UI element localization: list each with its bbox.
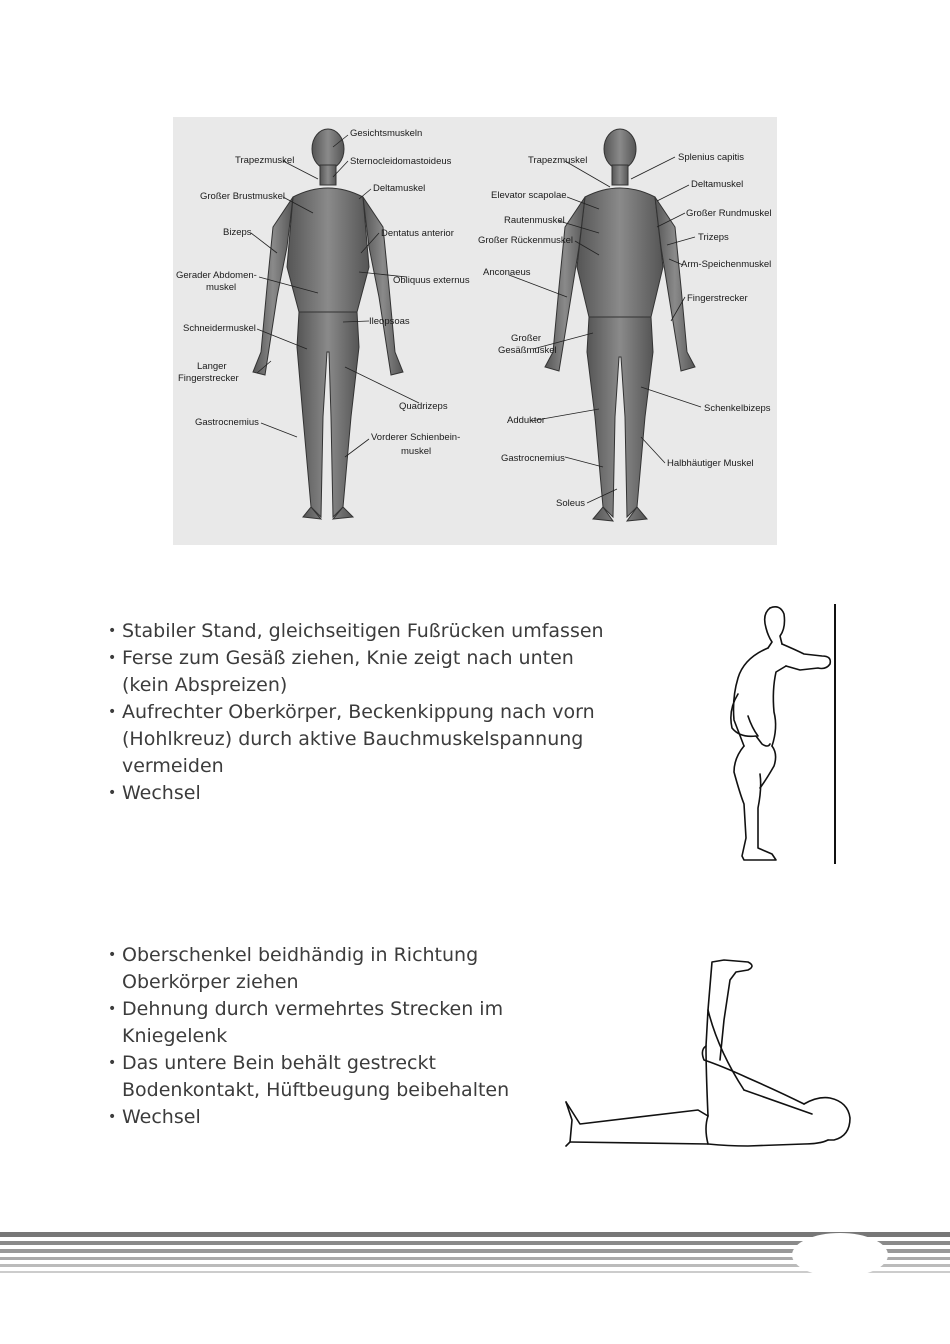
label-muskel-abdomen: muskel: [206, 282, 237, 293]
exercise2-bullet: • Oberschenkel beidhändig in Richtung Oberkörper ziehen: [108, 942, 528, 996]
label-deltamuskel-front: Deltamuskel: [373, 183, 426, 194]
exercise1-bullet: • Stabiler Stand, gleichseitigen Fußrücken umfassen: [108, 618, 608, 645]
label-rautenmuskel: Rautenmuskel: [504, 215, 565, 226]
label-trapezmuskel-front: Trapezmuskel: [235, 155, 295, 166]
label-grosser-rundmuskel: Großer Rundmuskel: [686, 208, 772, 219]
label-sternocleidomastoideus: Sternocleidomastoideus: [350, 156, 452, 167]
label-deltamuskel-back: Deltamuskel: [691, 179, 744, 190]
exercise1-bullet: • Ferse zum Gesäß ziehen, Knie zeigt nach unten (kein Abspreizen): [108, 645, 608, 699]
label-adduktor: Adduktor: [507, 415, 546, 426]
label-quadrizeps: Quadrizeps: [399, 401, 448, 412]
label-bizeps: Bizeps: [223, 227, 252, 238]
label-gerader-abdomen: Gerader Abdomen-: [176, 270, 257, 281]
standing-quad-stretch-illustration: [700, 598, 850, 868]
label-halbhaeutiger-muskel: Halbhäutiger Muskel: [667, 458, 754, 469]
label-trapezmuskel-back: Trapezmuskel: [528, 155, 588, 166]
label-elevator-scapolae: Elevator scapolae: [491, 190, 567, 201]
label-obliquus-externus: Obliquus externus: [393, 275, 470, 286]
label-gastrocnemius-front: Gastrocnemius: [195, 417, 259, 428]
label-trizeps: Trizeps: [698, 232, 729, 243]
label-gesichtsmuskeln: Gesichtsmuskeln: [350, 128, 423, 139]
label-arm-speichenmuskel: Arm-Speichenmuskel: [681, 259, 772, 270]
exercise1-bullet: • Aufrechter Oberkörper, Beckenkippung nach vorn (Hohlkreuz) durch aktive Bauchmuskelspannung vermeiden: [108, 699, 608, 780]
label-dentatus-anterior: Dentatus anterior: [381, 228, 454, 239]
exercise1-bullet: • Wechsel: [108, 780, 608, 807]
exercise2-bullet: • Das untere Bein behält gestreckt Bodenkontakt, Hüftbeugung beibehalten: [108, 1050, 528, 1104]
label-gesaessmuskel: Gesäßmuskel: [498, 345, 557, 356]
footer-stripes: [0, 1230, 950, 1280]
label-schenkelbizeps: Schenkelbizeps: [704, 403, 771, 414]
exercise2-bullet-list: [108, 942, 528, 1131]
label-ileopsoas: Ileopsoas: [369, 316, 410, 327]
label-grosser-rueckenmuskel: Großer Rückenmuskel: [478, 235, 574, 246]
exercise2-bullet: • Wechsel: [108, 1104, 528, 1131]
label-langer: Langer: [197, 361, 227, 372]
exercise2-bullet: • Dehnung durch vermehrtes Strecken im Kniegelenk: [108, 996, 528, 1050]
label-grosser-brustmuskel: Großer Brustmuskel: [200, 191, 285, 202]
label-grosser: Großer: [511, 333, 542, 344]
label-vorderer-schienbein: Vorderer Schienbein-: [371, 432, 461, 443]
label-anconaeus: Anconaeus: [483, 267, 531, 278]
label-gastrocnemius-back: Gastrocnemius: [501, 453, 565, 464]
label-fingerstrecker-front: Fingerstrecker: [178, 373, 239, 384]
label-fingerstrecker-back: Fingerstrecker: [687, 293, 748, 304]
exercise1-bullet-list: [108, 618, 608, 807]
page-number-badge: [792, 1233, 888, 1277]
label-splenius-capitis: Splenius capitis: [678, 152, 745, 163]
lying-hamstring-stretch-illustration: [558, 950, 863, 1150]
anatomy-illustration: [173, 117, 777, 545]
label-muskel-schienbein: muskel: [401, 446, 432, 457]
label-soleus: Soleus: [556, 498, 586, 509]
label-schneidermuskel: Schneidermuskel: [183, 323, 256, 334]
